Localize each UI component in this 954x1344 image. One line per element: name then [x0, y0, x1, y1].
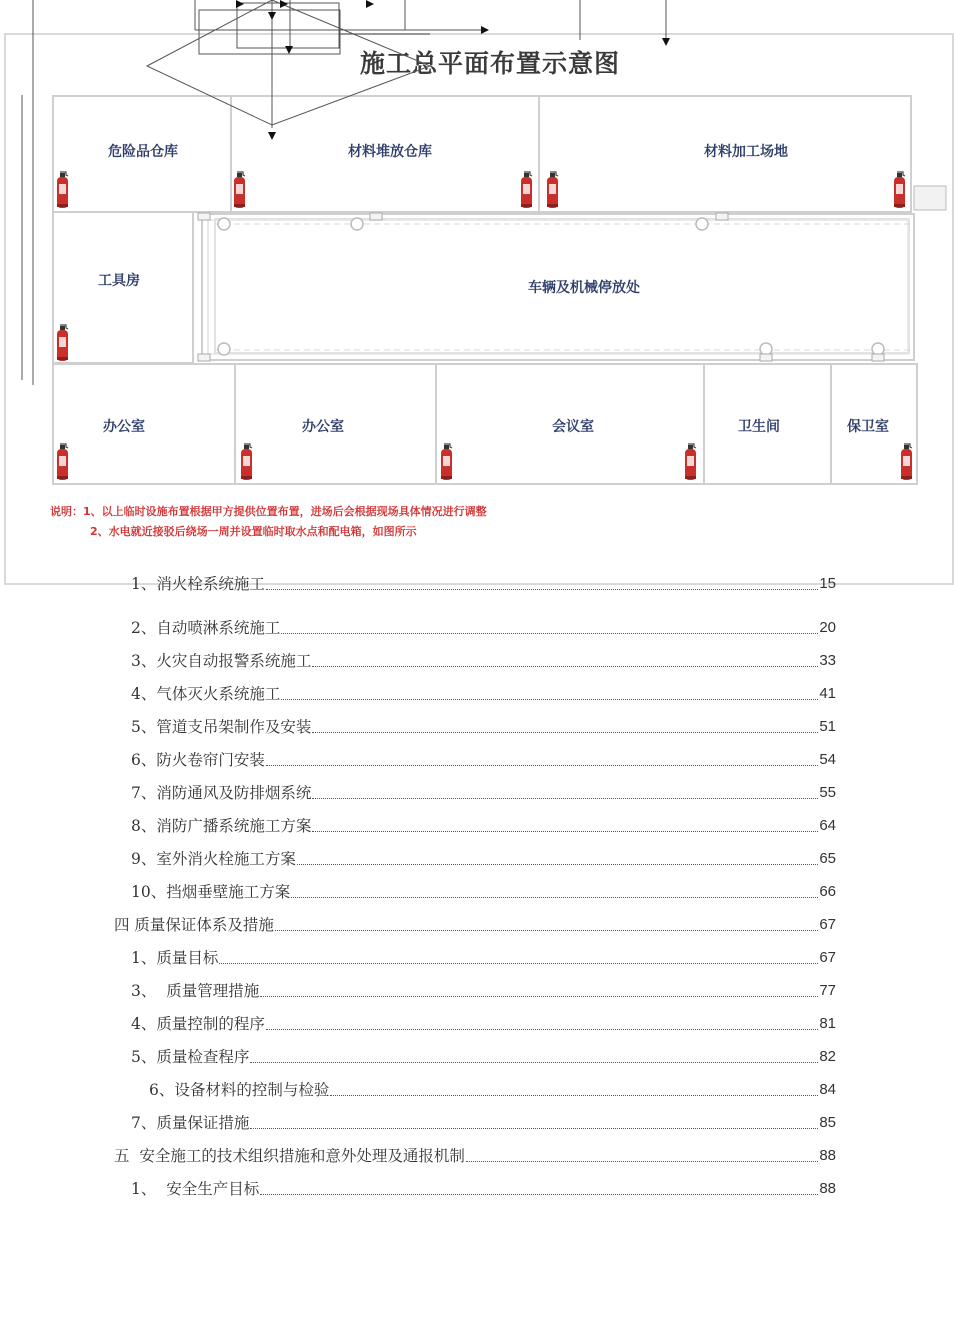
- toc-row[interactable]: [131, 848, 836, 870]
- toc-entry-title: 10、挡烟垂壁施工方案: [131, 883, 291, 901]
- toc-page-number: 20: [819, 619, 836, 636]
- toc-page-number: 77: [819, 982, 836, 999]
- toc-row[interactable]: [131, 716, 836, 738]
- label-processing-site: 材料加工场地: [704, 144, 788, 160]
- fire-extinguisher-icon: [682, 442, 698, 482]
- toc-entry-title: 5、质量检查程序: [131, 1048, 250, 1066]
- water-point-marker: [218, 343, 230, 355]
- toc-row[interactable]: [131, 1046, 836, 1068]
- toc-page-number: 88: [819, 1180, 836, 1197]
- label-office-1: 办公室: [103, 419, 145, 435]
- water-point-marker: [351, 218, 363, 230]
- label-tool-room: 工具房: [98, 273, 140, 289]
- toc-entry-title: 9、室外消火栓施工方案: [131, 850, 296, 868]
- water-point-marker: [760, 343, 772, 355]
- toc-leader-dots: [281, 632, 818, 634]
- toc-page-number: 82: [819, 1048, 836, 1065]
- toc-page-number: 84: [819, 1081, 836, 1098]
- toc-leader-dots: [281, 698, 818, 700]
- toc-row[interactable]: [131, 782, 836, 804]
- toc-leader-dots: [297, 863, 818, 865]
- toc-entry-title: 6、防火卷帘门安装: [131, 751, 265, 769]
- fire-extinguisher-icon: [438, 442, 454, 482]
- water-point-marker: [218, 218, 230, 230]
- toc-entry-title: 四 质量保证体系及措施: [114, 916, 274, 934]
- toc-page-number: 88: [819, 1147, 836, 1164]
- fire-extinguisher-icon: [238, 442, 254, 482]
- toc-entry-title: 1、 安全生产目标: [131, 1180, 260, 1198]
- fire-extinguisher-icon: [54, 170, 70, 210]
- toc-row[interactable]: [149, 1079, 836, 1101]
- toc-leader-dots: [275, 929, 818, 931]
- toc-leader-dots: [312, 830, 818, 832]
- fire-extinguisher-icon: [898, 442, 914, 482]
- fire-extinguisher-icon: [518, 170, 534, 210]
- toc-row[interactable]: [131, 749, 836, 771]
- toc-row[interactable]: [131, 683, 836, 705]
- label-toilet: 卫生间: [738, 419, 780, 435]
- toc-leader-dots: [330, 1094, 818, 1096]
- toc-leader-dots: [219, 962, 818, 964]
- overlay-arrowheads: [236, 0, 670, 140]
- toc-row[interactable]: [131, 573, 836, 595]
- toc-entry-title: 7、质量保证措施: [131, 1114, 250, 1132]
- label-material-store: 材料堆放仓库: [348, 144, 432, 160]
- plan-note-2: 2、水电就近接驳后绕场一周并设置临时取水点和配电箱，如图所示: [90, 525, 417, 538]
- toc-leader-dots: [312, 797, 818, 799]
- toc-entry-title: 3、火灾自动报警系统施工: [131, 652, 312, 670]
- toc-leader-dots: [291, 896, 818, 898]
- toc-page-number: 54: [819, 751, 836, 768]
- overlay-artifacts: [22, 0, 666, 385]
- toc-page-number: 66: [819, 883, 836, 900]
- toc-leader-dots: [260, 995, 818, 997]
- toc-page-number: 15: [819, 575, 836, 592]
- toc-entry-title: 1、质量目标: [131, 949, 219, 967]
- toc-row[interactable]: [131, 1112, 836, 1134]
- fire-extinguisher-icon: [544, 170, 560, 210]
- power-box-marker: [370, 213, 382, 220]
- fire-extinguisher-icon: [231, 170, 247, 210]
- label-meeting: 会议室: [552, 419, 594, 435]
- toc-page-number: 41: [819, 685, 836, 702]
- label-hazard-store: 危险品仓库: [108, 144, 178, 160]
- toc-page-number: 81: [819, 1015, 836, 1032]
- label-office-2: 办公室: [302, 419, 344, 435]
- toc-page-number: 85: [819, 1114, 836, 1131]
- toc-leader-dots: [312, 665, 818, 667]
- toc-cut-region: [0, 575, 950, 601]
- toc-row[interactable]: [131, 1013, 836, 1035]
- fire-extinguisher-icon: [54, 442, 70, 482]
- toc-entry-title: 6、设备材料的控制与检验: [149, 1081, 330, 1099]
- power-box-marker: [716, 213, 728, 220]
- toc-entry-title: 8、消防广播系统施工方案: [131, 817, 312, 835]
- toc-row[interactable]: [131, 650, 836, 672]
- toc-entry-title: 5、管道支吊架制作及安装: [131, 718, 312, 736]
- toc-page-number: 65: [819, 850, 836, 867]
- toc-row[interactable]: [131, 947, 836, 969]
- toc-entry-title: 4、质量控制的程序: [131, 1015, 265, 1033]
- toc-leader-dots: [250, 1127, 818, 1129]
- toc-leader-dots: [250, 1061, 818, 1063]
- toc-row[interactable]: [131, 1178, 836, 1200]
- toc-section-row[interactable]: [114, 1145, 836, 1167]
- utility-loop-inner: [208, 220, 908, 354]
- toc-page-number: 33: [819, 652, 836, 669]
- power-box-marker: [198, 354, 210, 361]
- toc-leader-dots: [266, 588, 818, 590]
- fire-extinguisher-icon: [891, 170, 907, 210]
- toc-entry-title: 7、消防通风及防排烟系统: [131, 784, 312, 802]
- toc-row[interactable]: [131, 815, 836, 837]
- water-point-marker: [872, 343, 884, 355]
- toc-row[interactable]: [131, 980, 836, 1002]
- toc-leader-dots: [266, 1028, 818, 1030]
- label-guard: 保卫室: [847, 419, 889, 435]
- label-parking: 车辆及机械停放处: [528, 280, 640, 296]
- site-entrance-marker: [914, 186, 946, 210]
- fire-extinguisher-icon: [54, 323, 70, 363]
- toc-entry-title: 1、消火栓系统施工: [131, 575, 265, 593]
- toc-page-number: 51: [819, 718, 836, 735]
- power-box-marker: [872, 354, 884, 361]
- power-box-marker: [760, 354, 772, 361]
- toc-row[interactable]: [131, 881, 836, 903]
- water-point-marker: [696, 218, 708, 230]
- toc-leader-dots: [466, 1160, 818, 1162]
- plan-note-1: 说明：1、以上临时设施布置根据甲方提供位置布置，进场后会根据现场具体情况进行调整: [50, 505, 487, 518]
- toc-entry-title: 4、气体灭火系统施工: [131, 685, 281, 703]
- toc-entry-title: 3、 质量管理措施: [131, 982, 260, 1000]
- toc-section-row[interactable]: [114, 914, 836, 936]
- toc-entry-title: 五 安全施工的技术组织措施和意外处理及通报机制: [114, 1147, 465, 1165]
- plan-title: 施工总平面布置示意图: [360, 49, 621, 78]
- toc-page-number: 67: [819, 916, 836, 933]
- utility-loop-outer: [202, 214, 914, 360]
- toc-entry-title: 2、自动喷淋系统施工: [131, 619, 281, 637]
- toc-row[interactable]: [131, 617, 836, 639]
- power-box-marker: [198, 213, 210, 220]
- toc-leader-dots: [260, 1193, 818, 1195]
- toc-leader-dots: [266, 764, 818, 766]
- toc-page-number: 64: [819, 817, 836, 834]
- toc-leader-dots: [312, 731, 818, 733]
- toc-page-number: 55: [819, 784, 836, 801]
- toc-page-number: 67: [819, 949, 836, 966]
